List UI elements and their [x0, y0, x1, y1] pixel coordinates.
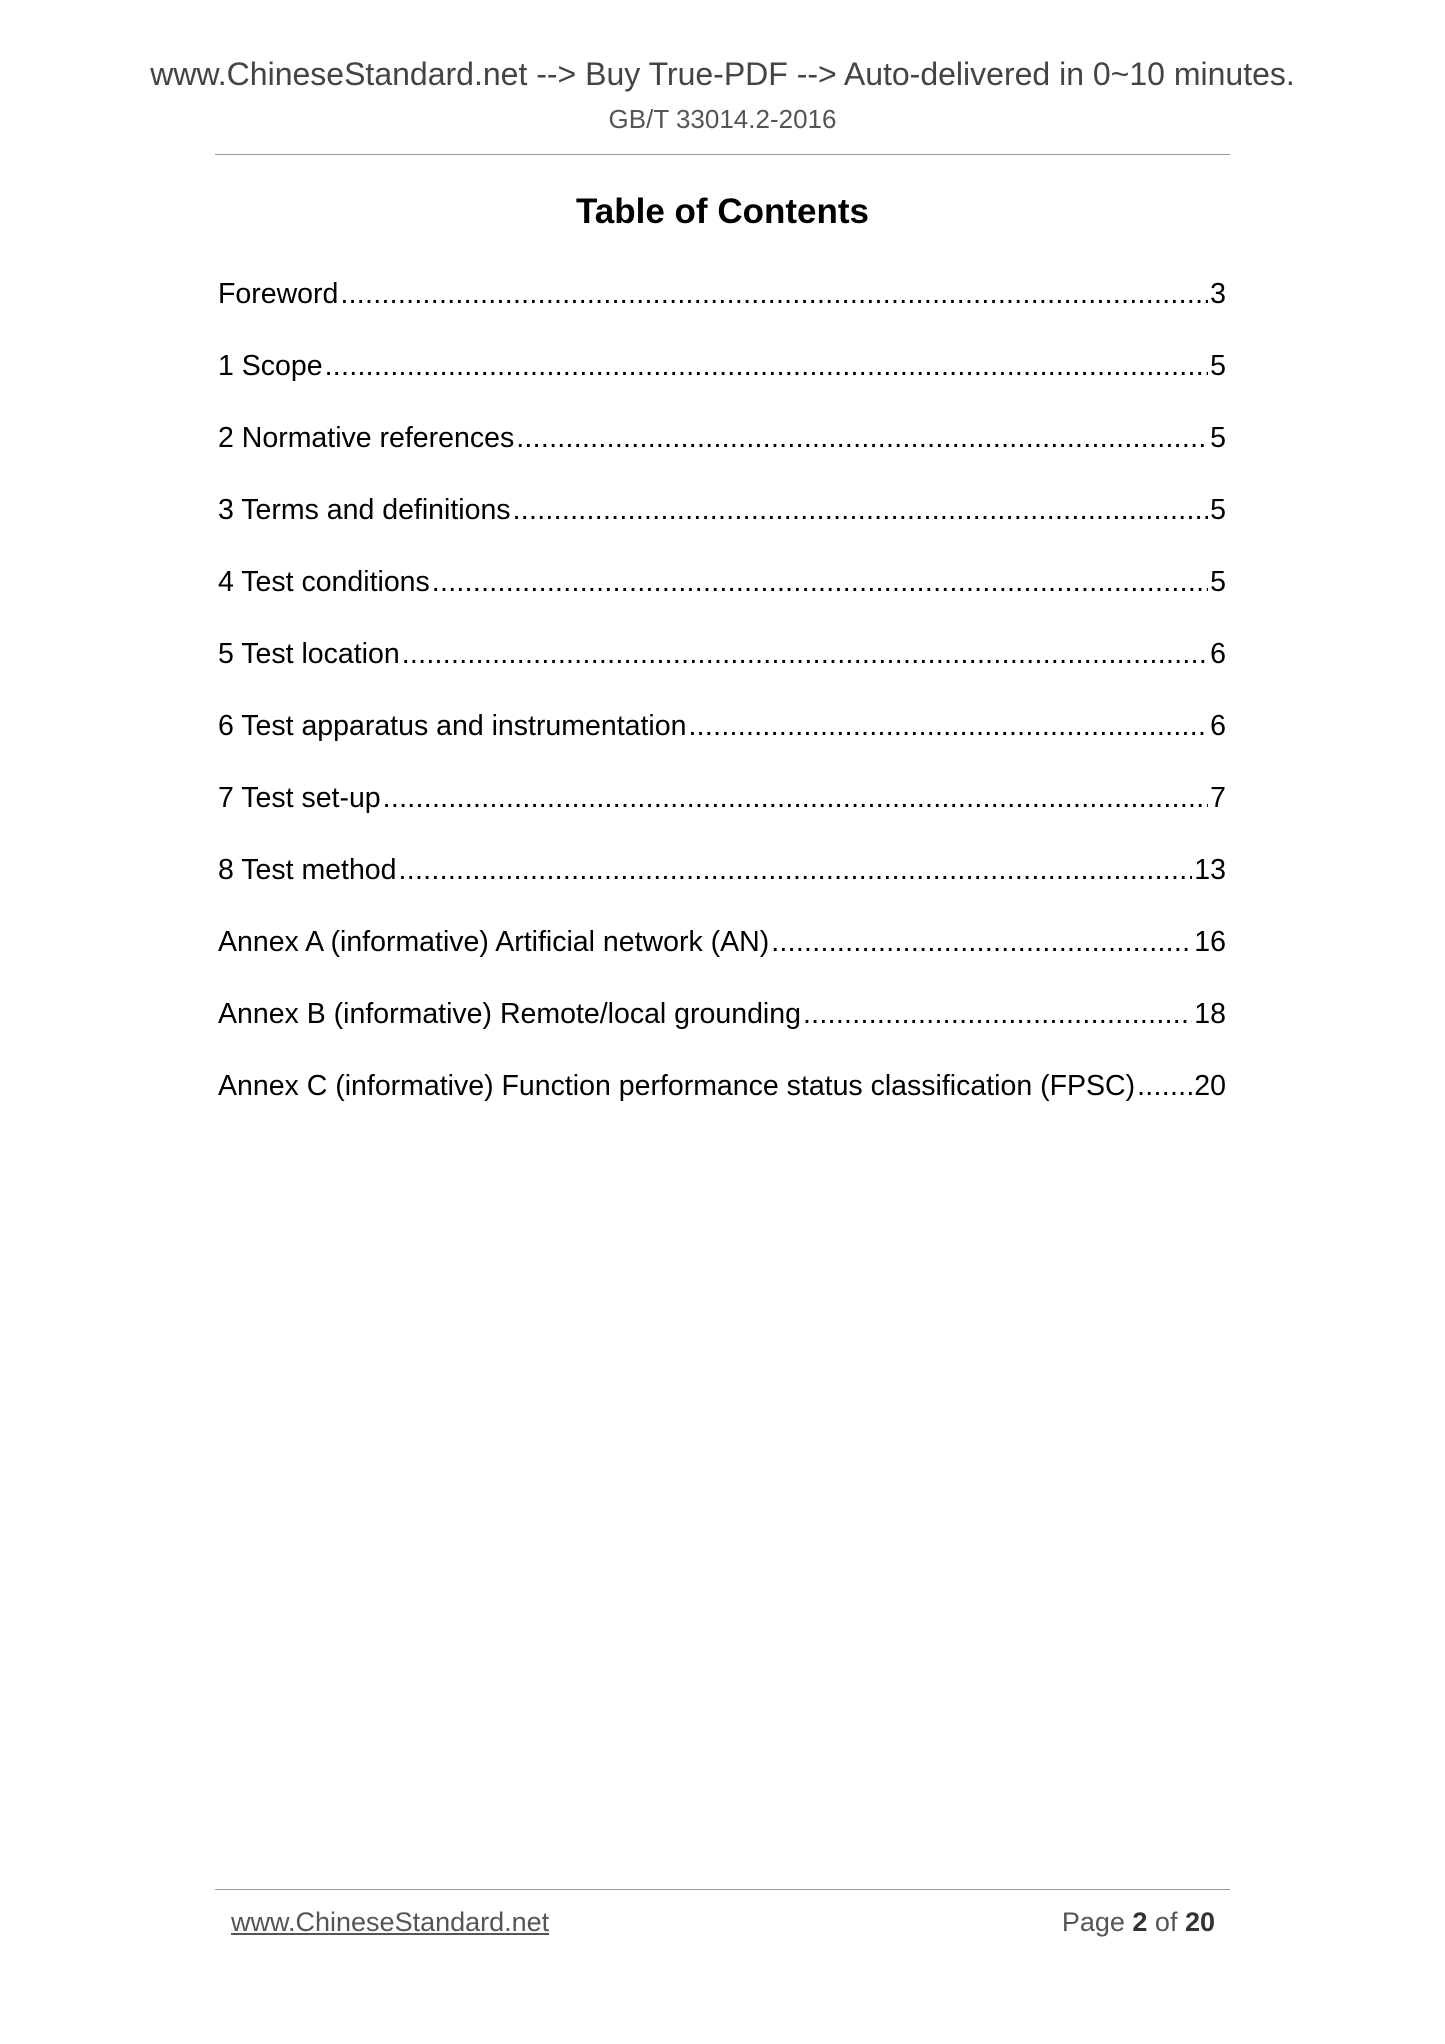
toc-entry-scope[interactable] — [218, 340, 1226, 412]
toc-entry-test-apparatus[interactable] — [218, 700, 1226, 772]
toc-entry-test-method[interactable] — [218, 844, 1226, 916]
page-current: 2 — [1132, 1907, 1148, 1937]
toc-entry-annex-b[interactable] — [218, 988, 1226, 1060]
page-prefix: Page — [1061, 1907, 1133, 1937]
page-number — [1062, 1907, 1215, 1938]
toc-entry-label: 7 Test set-up — [218, 782, 381, 814]
toc-entry-foreword[interactable] — [218, 268, 1226, 340]
toc-entry-terms-definitions[interactable] — [218, 484, 1226, 556]
toc-entry-test-setup[interactable] — [218, 772, 1226, 844]
toc-leader-dots — [340, 268, 1208, 320]
toc-title: Table of Contents — [576, 192, 869, 231]
toc-entry-label: 1 Scope — [218, 350, 323, 382]
toc-leader-dots — [513, 484, 1209, 536]
toc-leader-dots — [803, 988, 1192, 1040]
header-banner: www.ChineseStandard.net --> Buy True-PDF --> Auto-delivered in 0~10 minutes. — [150, 56, 1295, 92]
toc-entry-label: Annex C (informative) Function performance status classification (FPSC) — [218, 1070, 1136, 1102]
toc-entry-test-conditions[interactable] — [218, 556, 1226, 628]
toc-entry-label: 5 Test location — [218, 638, 400, 670]
toc-leader-dots — [688, 700, 1208, 752]
toc-entry-label: 3 Terms and definitions — [218, 494, 511, 526]
toc-leader-dots — [402, 628, 1208, 680]
toc-entry-page: 3 — [1210, 278, 1226, 310]
document-id: GB/T 33014.2-2016 — [608, 104, 837, 134]
toc-leader-dots — [383, 772, 1208, 824]
page-of: of — [1147, 1907, 1185, 1937]
toc-entry-page: 5 — [1210, 494, 1226, 526]
toc-entry-label: 8 Test method — [218, 854, 397, 886]
table-of-contents — [218, 268, 1226, 1132]
toc-entry-label: 2 Normative references — [218, 422, 515, 454]
toc-entry-label: 6 Test apparatus and instrumentation — [218, 710, 687, 742]
toc-entry-label: 4 Test conditions — [218, 566, 430, 598]
toc-entry-annex-a[interactable] — [218, 916, 1226, 988]
toc-leader-dots — [771, 916, 1192, 968]
toc-entry-test-location[interactable] — [218, 628, 1226, 700]
page-total: 20 — [1184, 1907, 1215, 1937]
toc-leader-dots — [432, 556, 1208, 608]
toc-entry-page: 7 — [1210, 782, 1226, 814]
toc-entry-page: 16 — [1194, 926, 1226, 958]
toc-entry-label: Annex B (informative) Remote/local grounding — [218, 998, 801, 1030]
toc-entry-page: 13 — [1194, 854, 1226, 886]
toc-entry-page: 5 — [1210, 422, 1226, 454]
toc-entry-page: 6 — [1210, 638, 1226, 670]
toc-entry-label: Annex A (informative) Artificial network (AN) — [218, 926, 770, 958]
toc-leader-dots — [399, 844, 1193, 896]
header-divider — [215, 154, 1230, 155]
toc-entry-page: 20 — [1194, 1070, 1226, 1102]
toc-leader-dots — [325, 340, 1209, 392]
footer-website-link[interactable]: www.ChineseStandard.net — [231, 1907, 550, 1937]
toc-leader-dots — [1137, 1060, 1192, 1112]
toc-entry-normative-references[interactable] — [218, 412, 1226, 484]
toc-entry-page: 5 — [1210, 566, 1226, 598]
toc-entry-label: Foreword — [218, 278, 339, 310]
footer-divider — [215, 1889, 1230, 1890]
toc-entry-page: 5 — [1210, 350, 1226, 382]
toc-leader-dots — [516, 412, 1208, 464]
toc-entry-page: 6 — [1210, 710, 1226, 742]
toc-entry-annex-c[interactable] — [218, 1060, 1226, 1132]
toc-entry-page: 18 — [1194, 998, 1226, 1030]
